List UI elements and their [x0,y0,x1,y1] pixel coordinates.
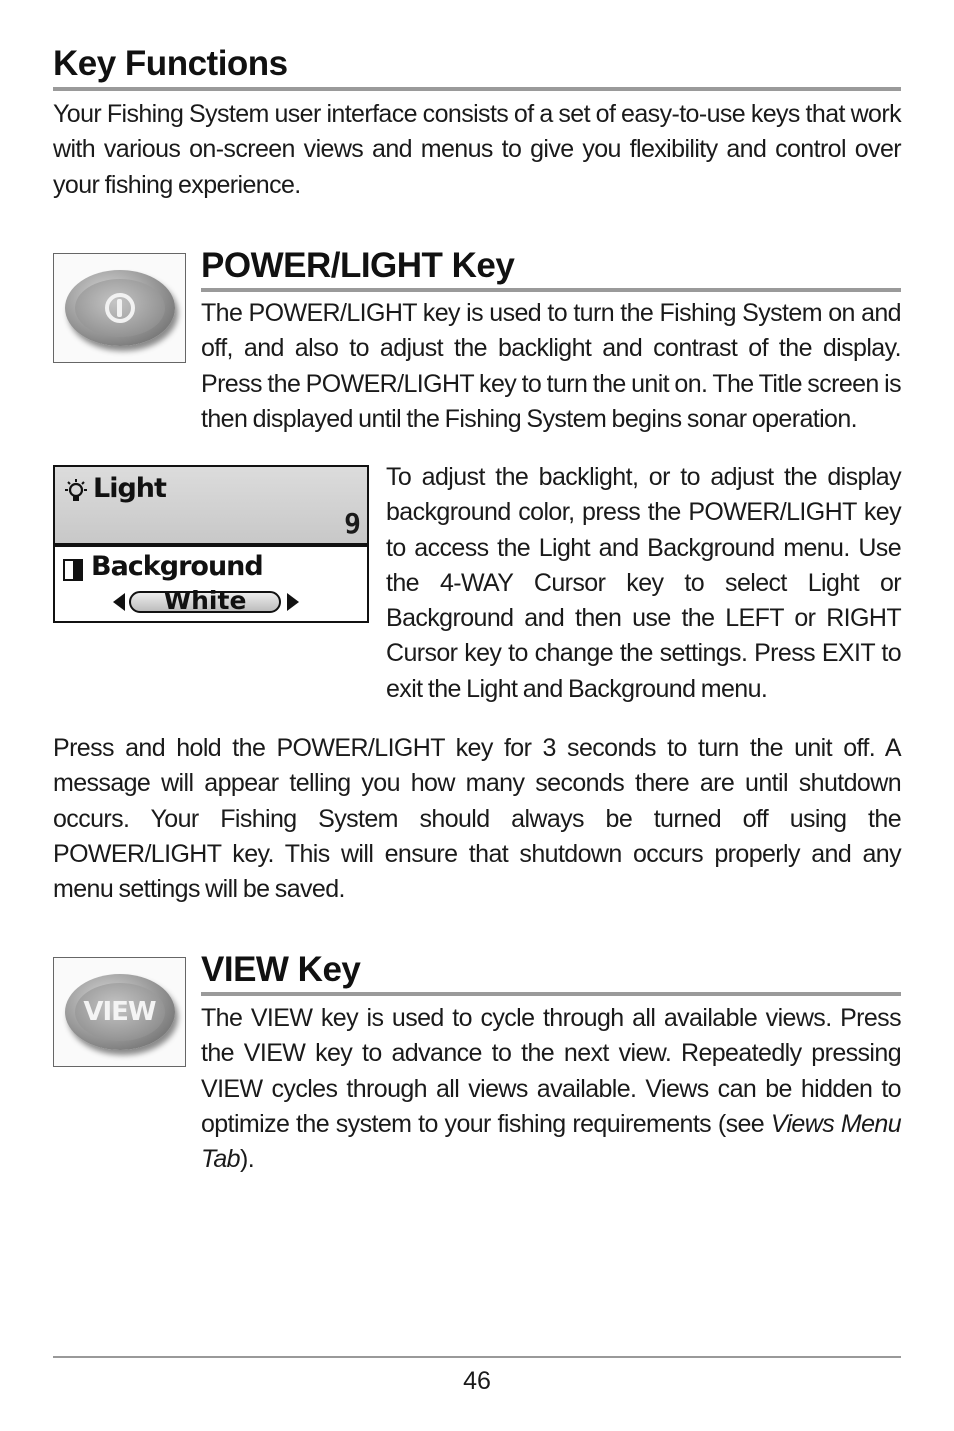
power-paragraph-2: To adjust the backlight, or to adjust the display background color, press the POWER/LIGHT key to access the Light and Background menu. Use the 4-WAY Cursor key to select Light or Background and then use the LEFT or RIGHT Cursor key to change the settings. Press EXIT to exit the Light and Background menu. [386,463,901,703]
page-number: 46 [463,1367,491,1395]
power-heading-rule [201,288,901,292]
view-heading: VIEW Key [201,950,361,989]
power-paragraph-1: The POWER/LIGHT key is used to turn the Fishing System on and off, and also to adjust the backlight and contrast of the display. Press the POWER/LIGHT key to turn the unit on. The Title screen is then displayed until the Fishing System begins sonar operation. [201,299,901,433]
light-value: 9 [344,507,361,540]
light-label: Light [93,473,166,504]
power-paragraph-3: Press and hold the POWER/LIGHT key for 3 seconds to turn the unit off. A message will appear telling you how many seconds there are until shutdown occurs. Your Fishing System should always be turned off using the POWER/LIGHT key. This will ensure that shutdown occurs properly and any menu settings will be saved. [53,734,901,904]
view-heading-rule [201,992,901,996]
view-paragraph [201,1001,901,1177]
views-menu-tab-reference: Views Menu Tab [201,1109,902,1174]
background-label: Background [91,551,263,582]
view-paragraph-end: ). [239,1145,255,1174]
light-bulb-icon [63,479,89,505]
power-key-icon [65,270,175,346]
view-paragraph-text: The VIEW key is used to cycle through all available views. Press the VIEW key to advance to the next view. Repeatedly pressing VIEW cycles through all views available. Views can be hidden to optimize the system to your fishing requirements (see [201,1004,901,1138]
arrow-left-icon [113,593,125,611]
light-menu-item [53,465,369,545]
page-title: Key Functions [53,44,288,83]
view-key-icon [65,974,175,1050]
arrow-right-icon [287,593,299,611]
power-light-heading: POWER/LIGHT Key [201,246,515,285]
background-value: White [163,586,247,615]
power-key-image [53,253,186,363]
background-selector [113,586,299,615]
footer-rule [53,1356,901,1358]
intro-paragraph: Your Fishing System user interface consists of a set of easy-to-use keys that work with various on-screen views and menus to give you flexibility and control over your fishing experience. [53,100,901,199]
view-key-image [53,957,186,1067]
view-key-label: VIEW [83,997,156,1027]
light-background-menu-screenshot [53,465,369,625]
title-rule [53,87,901,91]
background-menu-item [53,545,369,623]
contrast-icon [63,559,83,581]
